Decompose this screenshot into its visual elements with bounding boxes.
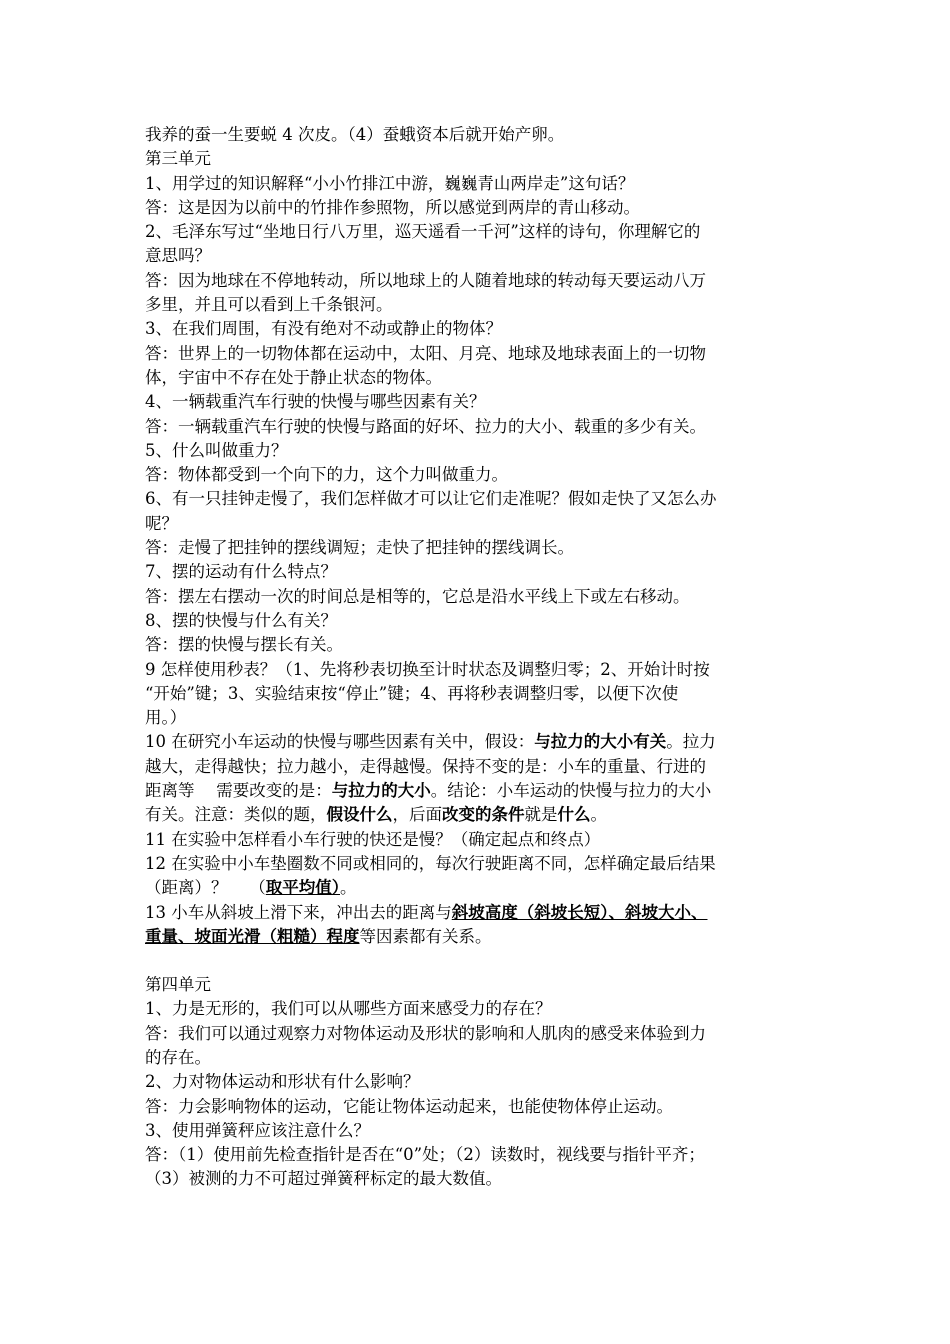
item-12-cont xyxy=(145,876,820,900)
answer-1: 答：这是因为以前中的竹排作参照物，所以感觉到两岸的青山移动。 xyxy=(145,197,640,217)
item-13-cont xyxy=(145,925,820,949)
text-span: 。结论：小车运动的快慢与拉力的大小 xyxy=(430,781,712,801)
answer-2: 答：力会影响物体的运动，它能让物体运动起来，也能使物体停止运动。 xyxy=(145,1096,673,1116)
item-9-cont: 用。） xyxy=(145,708,187,728)
bold-text: 改变的条件 xyxy=(442,805,525,825)
question-3: 3、使用弹簧秤应该注意什么？ xyxy=(145,1120,370,1140)
underlined-bold-text: 重量、坡面光滑（粗糙）程度 xyxy=(145,926,360,946)
text-span: 。 xyxy=(590,805,607,825)
item-9: 9 怎样使用秒表？（1、先将秒表切换至计时状态及调整归零；2、开始计时按 xyxy=(145,659,710,679)
text-span: 13 小车从斜坡上滑下来，冲出去的距离与 xyxy=(145,902,452,922)
item-10-cont: 越大，走得越快；拉力越小，走得越慢。保持不变的是：小车的重量、行进的 xyxy=(145,756,706,776)
question-2: 2、力对物体运动和形状有什么影响？ xyxy=(145,1072,420,1092)
answer-3-cont: 体，宇宙中不存在处于静止状态的物体。 xyxy=(145,367,442,387)
text-span: ，后面 xyxy=(392,805,442,825)
item-12: 12 在实验中小车垫圈数不同或相同的，每次行驶距离不同，怎样确定最后结果 xyxy=(145,853,716,873)
text-span: 有关。注意：类似的题， xyxy=(145,805,327,825)
answer-6: 答：走慢了把挂钟的摆线调短；走快了把挂钟的摆线调长。 xyxy=(145,538,574,558)
question-2-cont: 意思吗？ xyxy=(145,246,211,266)
question-5: 5、什么叫做重力？ xyxy=(145,440,288,460)
answer-3-cont: （3）被测的力不可超过弹簧秤标定的最大数值。 xyxy=(145,1169,502,1189)
text-span: 。 xyxy=(340,878,357,898)
answer-3: 答：（1）使用前先检查指针是否在“0”处；（2）读数时，视线要与指针平齐； xyxy=(145,1145,705,1165)
question-7: 7、摆的运动有什么特点？ xyxy=(145,562,337,582)
underlined-bold-text: 斜坡高度（斜坡长短）、斜坡大小、 xyxy=(451,902,708,922)
question-1: 1、力是无形的，我们可以从哪些方面来感受力的存在？ xyxy=(145,999,552,1019)
question-4: 4、一辆载重汽车行驶的快慢与哪些因素有关？ xyxy=(145,392,486,412)
text-span: 10 在研究小车运动的快慢与哪些因素有关中，假设： xyxy=(145,732,535,752)
answer-7: 答：摆左右摆动一次的时间总是相等的，它总是沿水平线上下或左右移动。 xyxy=(145,586,690,606)
text-span: （距离）？ （ xyxy=(145,878,266,898)
bold-text: 假设什么 xyxy=(326,805,393,825)
question-6-cont: 呢？ xyxy=(145,513,178,533)
answer-3: 答：世界上的一切物体都在运动中，太阳、月亮、地球及地球表面上的一切物 xyxy=(145,343,706,363)
section-heading-unit-3: 第三单元 xyxy=(145,149,211,169)
text-line: 我养的蚕一生要蜕 4 次皮。（4）蚕蛾资本后就开始产卵。 xyxy=(145,125,565,144)
blank-line xyxy=(145,949,820,973)
item-9-cont: “开始”键；3、实验结束按“停止”键；4、再将秒表调整归零，以便下次使 xyxy=(145,683,679,703)
question-6: 6、有一只挂钟走慢了，我们怎样做才可以让它们走准呢？假如走快了又怎么办 xyxy=(145,489,717,509)
text-span: 。拉力 xyxy=(666,732,716,752)
bold-text: 与拉力的大小 xyxy=(331,781,431,801)
question-3: 3、在我们周围，有没有绝对不动或静止的物体？ xyxy=(145,319,502,339)
answer-1: 答：我们可以通过观察力对物体运动及形状的影响和人肌肉的感受来体验到力 xyxy=(145,1023,706,1043)
section-heading-unit-4: 第四单元 xyxy=(145,975,211,995)
item-10-cont xyxy=(145,779,820,803)
question-1: 1、用学过的知识解释“小小竹排江中游，巍巍青山两岸走”这句话？ xyxy=(145,173,635,193)
answer-4: 答：一辆载重汽车行驶的快慢与路面的好坏、拉力的大小、载重的多少有关。 xyxy=(145,416,706,436)
bold-text: 什么 xyxy=(557,805,591,825)
question-2: 2、毛泽东写过“坐地日行八万里，巡天遥看一千河”这样的诗句，你理解它的 xyxy=(145,222,701,242)
text-span: 距离等 需要改变的是： xyxy=(145,781,332,801)
answer-5: 答：物体都受到一个向下的力，这个力叫做重力。 xyxy=(145,465,508,485)
item-13 xyxy=(145,901,820,925)
item-10 xyxy=(145,730,820,754)
answer-1-cont: 的存在。 xyxy=(145,1047,211,1067)
item-11: 11 在实验中怎样看小车行驶的快还是慢？（确定起点和终点） xyxy=(145,829,601,849)
bold-text: 与拉力的大小有关 xyxy=(534,732,667,752)
answer-2: 答：因为地球在不停地转动，所以地球上的人随着地球的转动每天要运动八万 xyxy=(145,270,706,290)
text-span: 就是 xyxy=(524,805,558,825)
answer-8: 答：摆的快慢与摆长有关。 xyxy=(145,635,343,655)
text-span: 等因素都有关系。 xyxy=(359,926,492,946)
answer-2-cont: 多里，并且可以看到上千条银河。 xyxy=(145,295,393,315)
item-10-cont xyxy=(145,803,820,827)
question-8: 8、摆的快慢与什么有关？ xyxy=(145,610,337,630)
underlined-bold-text: 取平均值） xyxy=(265,878,340,898)
